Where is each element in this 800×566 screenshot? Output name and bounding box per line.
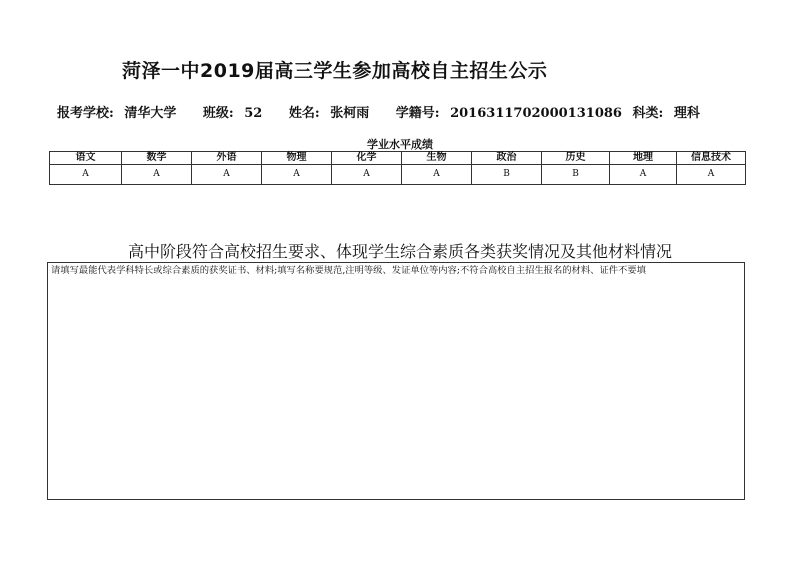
page-title: 菏泽一中2019届高三学生参加高校自主招生公示	[122, 60, 548, 82]
student-id-label: 学籍号:	[395, 106, 440, 121]
subject-header: 地理	[610, 152, 677, 165]
score-cell: A	[262, 165, 332, 185]
grades-header-row	[50, 152, 746, 165]
score-cell: A	[677, 165, 746, 185]
awards-instruction: 请填写最能代表学科特长或综合素质的获奖证书、材料;填写名称要规范,注明等级、发证单位等内容;不符合高校自主招生报名的材料、证件不要填	[51, 265, 646, 276]
score-cell: B	[472, 165, 542, 185]
school-value: 清华大学	[124, 106, 177, 121]
score-cell: A	[332, 165, 402, 185]
subject-header: 信息技术	[677, 152, 746, 165]
subject-header: 生物	[402, 152, 472, 165]
category-value: 理科	[673, 106, 700, 121]
subject-header: 历史	[542, 152, 610, 165]
grades-section-title: 学业水平成绩	[367, 138, 433, 151]
class-value: 52	[244, 106, 263, 121]
score-cell: A	[192, 165, 262, 185]
class-label: 班级:	[202, 106, 234, 121]
score-cell: B	[542, 165, 610, 185]
grades-table	[49, 151, 746, 185]
name-value: 张柯雨	[330, 106, 370, 121]
awards-box	[47, 262, 745, 500]
grades-score-row	[50, 165, 746, 185]
subject-header: 外语	[192, 152, 262, 165]
subject-header: 化学	[332, 152, 402, 165]
score-cell: A	[122, 165, 192, 185]
awards-section-title: 高中阶段符合高校招生要求、体现学生综合素质各类获奖情况及其他材料情况	[127, 242, 672, 261]
student-info-row	[57, 102, 757, 124]
subject-header: 政治	[472, 152, 542, 165]
category-label: 科类:	[632, 106, 664, 121]
score-cell: A	[402, 165, 472, 185]
student-id-value: 201631170200013108​6	[450, 106, 622, 121]
subject-header: 语文	[50, 152, 122, 165]
score-cell: A	[50, 165, 122, 185]
subject-header: 数学	[122, 152, 192, 165]
school-label: 报考学校:	[57, 106, 114, 121]
score-cell: A	[610, 165, 677, 185]
subject-header: 物理	[262, 152, 332, 165]
name-label: 姓名:	[288, 106, 320, 121]
